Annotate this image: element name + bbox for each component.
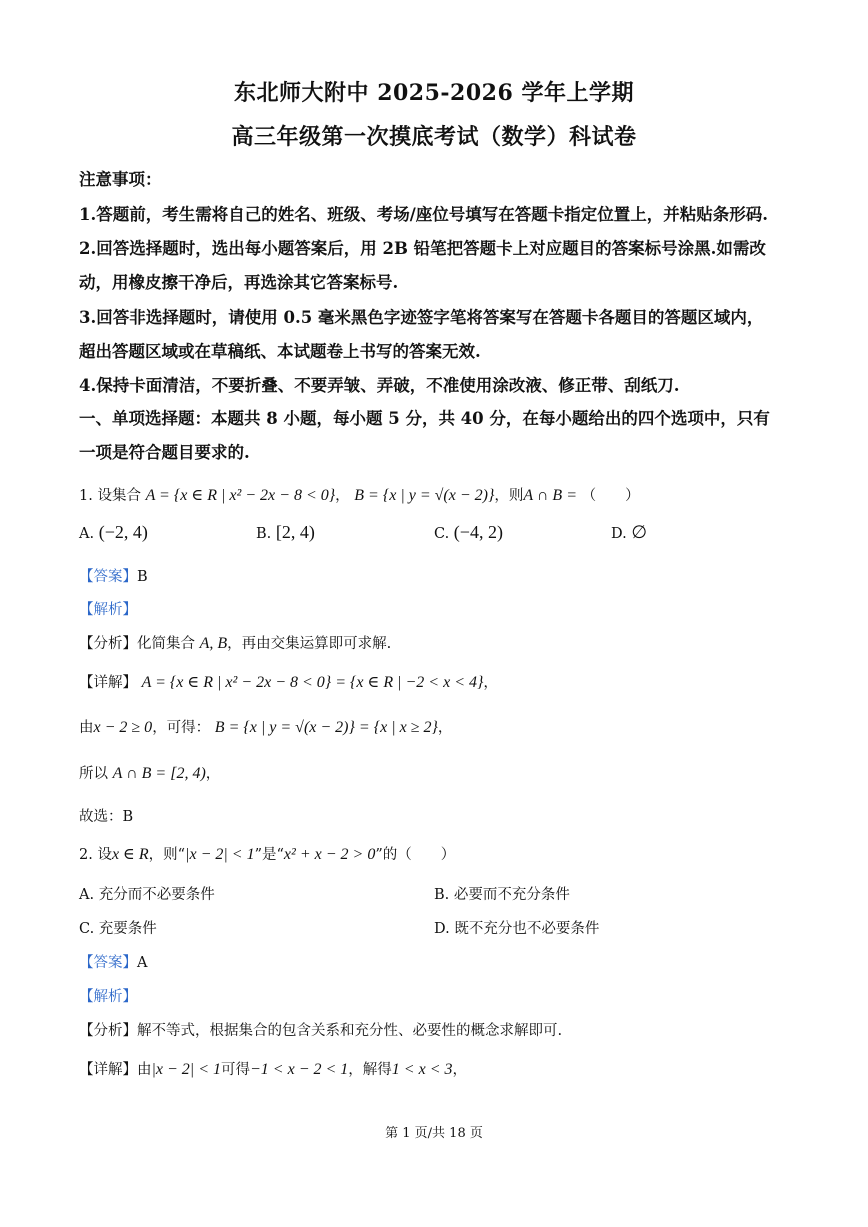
q1-paren: （ ） <box>581 488 640 504</box>
q2-mid3: ”的（ ） <box>375 847 456 863</box>
q2-mid2: ”是“ <box>254 847 284 863</box>
q2-detail-math2: −1 < x − 2 < 1 <box>250 1061 349 1078</box>
q2-option-a-label: A. <box>79 887 95 903</box>
q2-answer <box>79 951 147 972</box>
q1-detail-2 <box>79 716 452 737</box>
q1-answer <box>79 565 148 586</box>
note-item-3a: 3.回答非选择题时，请使用 0.5 毫米黑色字迹签字笔将答案写在答题卡各题目的答题区域内， <box>79 308 764 327</box>
q1-comma: ， <box>335 488 350 504</box>
q1-detail-3-math: A ∩ B = [2, 4) <box>112 765 206 782</box>
q2-math3: x² + x − 2 > 0 <box>283 846 376 863</box>
q1-detail-3-pre: 所以 <box>79 766 108 782</box>
q1-detail-1-end: ， <box>483 675 498 691</box>
q2-detail-tag: 【详解】 <box>79 1062 137 1078</box>
q1-detail-1 <box>79 671 498 692</box>
q2-detail-mid: 可得 <box>221 1062 250 1078</box>
q2-detail-pre: 由 <box>137 1062 152 1078</box>
note-item-2b: 动，用橡皮擦干净后，再选涂其它答案标号. <box>79 273 399 292</box>
exam-title: 东北师大附中 2025-2026 学年上学期 <box>234 80 634 106</box>
q2-math2: |x − 2| < 1 <box>185 846 255 863</box>
q1-option-b-label: B. <box>256 526 272 542</box>
q2-answer-value: A <box>137 955 148 971</box>
q1-detail-2-math2: B = {x | y = √(x − 2)} = {x | x ≥ 2} <box>214 719 438 736</box>
section-heading-a: 一、单项选择题：本题共 8 小题，每小题 5 分，共 40 分，在每小题给出的四个选项中，只有 <box>79 409 770 428</box>
q1-option-c <box>434 522 503 543</box>
q2-answer-tag: 【答案】 <box>79 955 137 971</box>
q1-detail-tag: 【详解】 <box>79 675 137 691</box>
note-item-1: 1.答题前，考生需将自己的姓名、班级、考场/座位号填写在答题卡指定位置上，并粘贴条形码. <box>79 205 768 224</box>
q2-detail-mid2: ，解得 <box>348 1062 392 1078</box>
q2-option-d-label: D. <box>434 921 450 937</box>
q1-detail-1-math: A = {x ∈ R | x² − 2x − 8 < 0} = {x ∈ R | −2 < x < 4} <box>141 674 484 691</box>
q1-fenxi-text: 化简集合 <box>137 636 195 652</box>
q1-option-b-value: [2, 4) <box>275 522 315 542</box>
q1-choose: 故选：B <box>79 809 134 825</box>
q2-option-d <box>434 917 599 938</box>
q1-option-a-value: (−2, 4) <box>98 522 148 542</box>
q2-detail-math3: 1 < x < 3 <box>391 1061 453 1078</box>
q1-set-b: B = {x | y = √(x − 2)} <box>354 487 495 504</box>
q1-analysis-tag: 【解析】 <box>79 602 137 618</box>
q2-option-c-value: 充要条件 <box>98 921 157 937</box>
note-item-3b: 超出答题区域或在草稿纸、本试题卷上书写的答案无效. <box>79 342 481 361</box>
q1-detail-2-end: ， <box>437 720 453 736</box>
q2-option-d-value: 既不充分也不必要条件 <box>454 921 600 937</box>
section-heading-b: 一项是符合题目要求的. <box>79 443 250 462</box>
q1-fenxi-math: A, B <box>199 635 228 652</box>
q1-set-a: A = {x ∈ R | x² − 2x − 8 < 0} <box>145 487 336 504</box>
q2-option-b <box>434 883 570 904</box>
page-number: 第 1 页/共 18 页 <box>385 1126 483 1141</box>
q1-answer-tag: 【答案】 <box>79 569 137 585</box>
question-1 <box>79 484 640 505</box>
q1-fenxi-text2: ，再由交集运算即可求解. <box>227 636 392 652</box>
q1-ask: A ∩ B = <box>523 487 577 504</box>
q2-mid1: ，则“ <box>148 847 186 863</box>
q1-answer-value: B <box>137 569 148 585</box>
q2-option-b-label: B. <box>434 887 450 903</box>
q1-detail-3-end: ， <box>205 766 221 782</box>
q1-fenxi <box>79 632 391 653</box>
q2-fenxi-tag: 【分析】 <box>79 1023 137 1039</box>
q1-fenxi-tag: 【分析】 <box>79 636 137 652</box>
q2-detail-math1: |x − 2| < 1 <box>151 1061 221 1078</box>
q1-option-c-value: (−4, 2) <box>453 522 503 542</box>
q1-prefix: 1. 设集合 <box>79 488 141 504</box>
q2-option-a-value: 充分而不必要条件 <box>98 887 215 903</box>
q2-fenxi-text: 解不等式，根据集合的包含关系和充分性、必要性的概念求解即可. <box>137 1023 563 1039</box>
q2-option-b-value: 必要而不充分条件 <box>453 887 570 903</box>
q1-option-d-value: ∅ <box>631 522 648 542</box>
q2-detail <box>79 1058 467 1079</box>
q1-option-a-label: A. <box>79 526 95 542</box>
q1-option-d-label: D. <box>611 526 627 542</box>
q1-option-b <box>256 522 315 543</box>
q1-option-c-label: C. <box>434 526 450 542</box>
note-item-4: 4.保持卡面清洁，不要折叠、不要弄皱、弄破，不准使用涂改液、修正带、刮纸刀. <box>79 376 680 395</box>
q1-detail-2-pre: 由 <box>79 720 94 736</box>
exam-subtitle: 高三年级第一次摸底考试（数学）科试卷 <box>231 124 637 150</box>
notes-heading: 注意事项： <box>79 170 162 189</box>
q2-prefix: 2. 设 <box>79 847 112 863</box>
q2-detail-end: ， <box>452 1062 467 1078</box>
q1-suffix: ，则 <box>494 488 524 504</box>
note-item-2a: 2.回答选择题时，选出每小题答案后，用 2B 铅笔把答题卡上对应题目的答案标号涂黑.如需改 <box>79 239 766 258</box>
question-2 <box>79 843 455 864</box>
q1-option-d <box>611 522 647 543</box>
q2-option-c-label: C. <box>79 921 95 937</box>
q2-math1: x ∈ R <box>111 846 149 863</box>
q1-detail-3 <box>79 762 220 783</box>
q1-detail-2-mid: ，可得： <box>152 720 211 736</box>
q1-detail-2-math1: x − 2 ≥ 0 <box>93 719 153 736</box>
q1-option-a <box>79 522 148 543</box>
q2-option-a <box>79 883 215 904</box>
q2-analysis-tag: 【解析】 <box>79 989 137 1005</box>
q2-option-c <box>79 917 157 938</box>
q2-fenxi <box>79 1019 562 1040</box>
